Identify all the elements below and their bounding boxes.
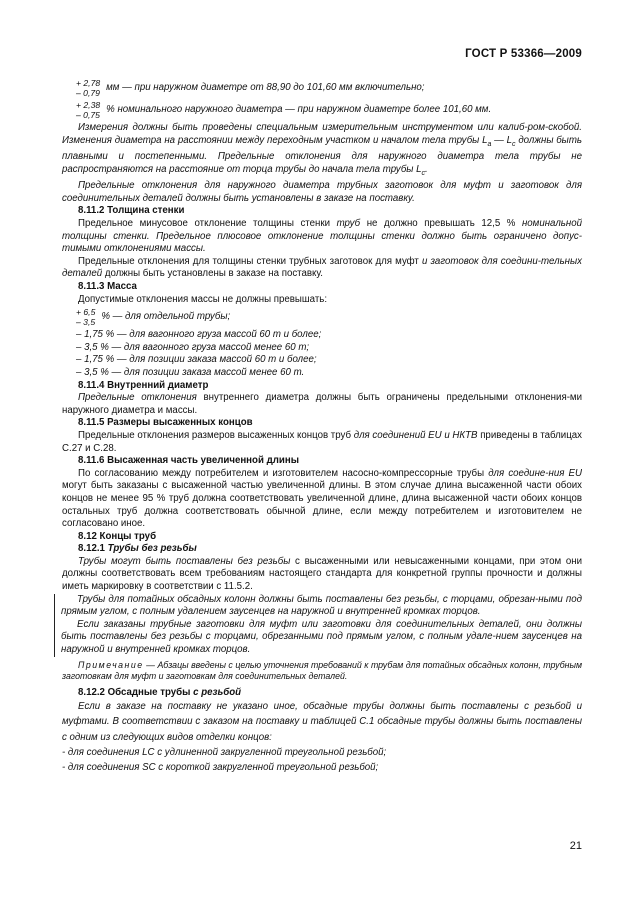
list-item: – 1,75 % — для вагонного груза массой 60 т и более; [76,329,322,341]
tolerance-values: + 2,38 – 0,75 [76,100,101,120]
heading-8-11-4: 8.11.4 Внутренний диаметр [78,379,209,391]
list-item: – 3,5 % — для позиции заказа массой менее 60 т. [76,366,305,378]
para-inner-diameter: Предельные отклонения внутреннего диаметра должны быть ограничены предельными отклонения-ми наружного диаметра и массы. [62,392,582,416]
page-content [62,77,582,775]
tolerance-values: + 6,5 – 3,5 [76,307,96,328]
tolerance-values: + 2,78 – 0,79 [76,78,101,98]
list-item: - для соединения LC с удлиненной закругленной треугольной резьбой; [62,746,387,758]
para-wall-coupling: Предельные отклонения для толщины стенки трубных заготовок для муфт и заготовок для соедини-тельных деталей должны быть установлены в заказе на поставку. [62,255,582,280]
list-item: - для соединения SC с короткой закругленной треугольной резьбой; [62,761,379,773]
tolerance-mass: + 6,5 – 3,5 % — для отдельной трубы; [76,307,231,328]
para-upset-ends: Предельные отклонения размеров высаженных концов труб для соединений EU и НКТВ приведены в таблицах С.27 и С.28. [62,429,583,454]
page-number: 21 [569,840,582,852]
para-wall-thickness: Предельное минусовое отклонение толщины стенки труб не должно превышать 12,5 % номинальной толщины стенки. Предельное плюсовое отклонение толщины стенки должно быть ограничено допус-тимыми отклонениями массы. [62,218,582,255]
para-measurement: Измерения должны быть проведены специальным измерительным инструментом или калиб-ром-скобой. Изменения диаметра на расстоянии между переходным участком и началом тела трубы $L_a$ — $L_c$ должны быть плавными и постепенными. Предельные отклонения для наружного диаметра тела трубы не распространяются на расстояние от торца трубы до начала тела трубы $L_c$. [62,122,582,177]
para-plain-end: Трубы могут быть поставлены без резьбы с высаженными или невысаженными концами, при этом они должны соответствовать всем требованиям настоящего стандарта для конкретной группы прочности и должны иметь маркировку в соответствии с 11.5.2. [62,555,583,593]
para-coupling-diameter: Предельные отклонения для наружного диаметра трубных заготовок для муфт и заготовок для соединительных деталей должны быть установлены в заказе на поставку. [62,180,582,204]
heading-8-12-1: 8.12.1 Трубы без резьбы [78,543,197,555]
para-mass-intro: Допустимые отклонения массы не должны превышать: [78,293,328,305]
note: Примечание — Абзацы введены с целью уточнения требований к трубам для потайных обсадных колонн, трубным заготовкам для муфт и заготовкам для соединительных деталей. [62,659,582,682]
change-bar-block [54,594,582,657]
para-extended-upset: По согласованию между потребителем и изготовителем насосно-компрессорные трубы для соедине-ния EU могут быть заказаны с высаженной частью увеличенной длины. В этом случае длина высаженной части обоих концов не менее 95 % труб должна соответствовать увеличенной длине, длина высаженной части обоих концов остальных труб должна соответствовать обычной длине, если между потребителем и изготовителем не согласовано иное. [62,467,582,530]
heading-8-11-6: 8.11.6 Высаженная часть увеличенной длины [78,455,299,467]
para-casing-threaded: Если в заказе на поставку не указано иное, обсадные трубы должны быть поставлены с резьбой и муфтами. В соответствии с заказом на поставку и таблицей С.1 обсадные трубы должны быть поставлены с одним из следующих видов отделки концов: [62,701,582,743]
tolerance-outer-diam-2: + 2,38 – 0,75 % номинального наружного диаметра — при наружном диаметре более 101,60 мм. [76,100,492,120]
standard-header: ГОСТ Р 53366—2009 [465,48,582,60]
para-liner-casing: Трубы для потайных обсадных колонн должны быть поставлены без резьбы, с торцами, обрезан-ными под прямым углом, с полным удалением заусенцев на наружной и внутренней кромках торцов. [61,593,582,618]
heading-8-11-5: 8.11.5 Размеры высаженных концов [78,417,253,429]
list-item: – 3,5 % — для вагонного груза массой менее 60 т; [76,341,310,353]
heading-8-11-3: 8.11.3 Масса [78,281,137,292]
para-coupling-stock: Если заказаны трубные заготовки для муфт или заготовки для соединительных деталей, они должны быть поставлены без резьбы с торцами, обрезанными под прямым углом, с полным удале-нием заусенцев на наружной и внутренней кромках торцов. [61,618,582,656]
list-item: – 1,75 % — для позиции заказа массой 60 т и более; [76,354,317,366]
heading-8-12: 8.12 Концы труб [78,530,157,542]
heading-8-12-2: 8.12.2 Обсадные трубы с резьбой [78,686,242,698]
heading-8-11-2: 8.11.2 Толщина стенки [78,205,185,217]
tolerance-outer-diam-1: + 2,78 – 0,79 мм — при наружном диаметре от 88,90 до 101,60 мм включительно; [76,78,425,98]
